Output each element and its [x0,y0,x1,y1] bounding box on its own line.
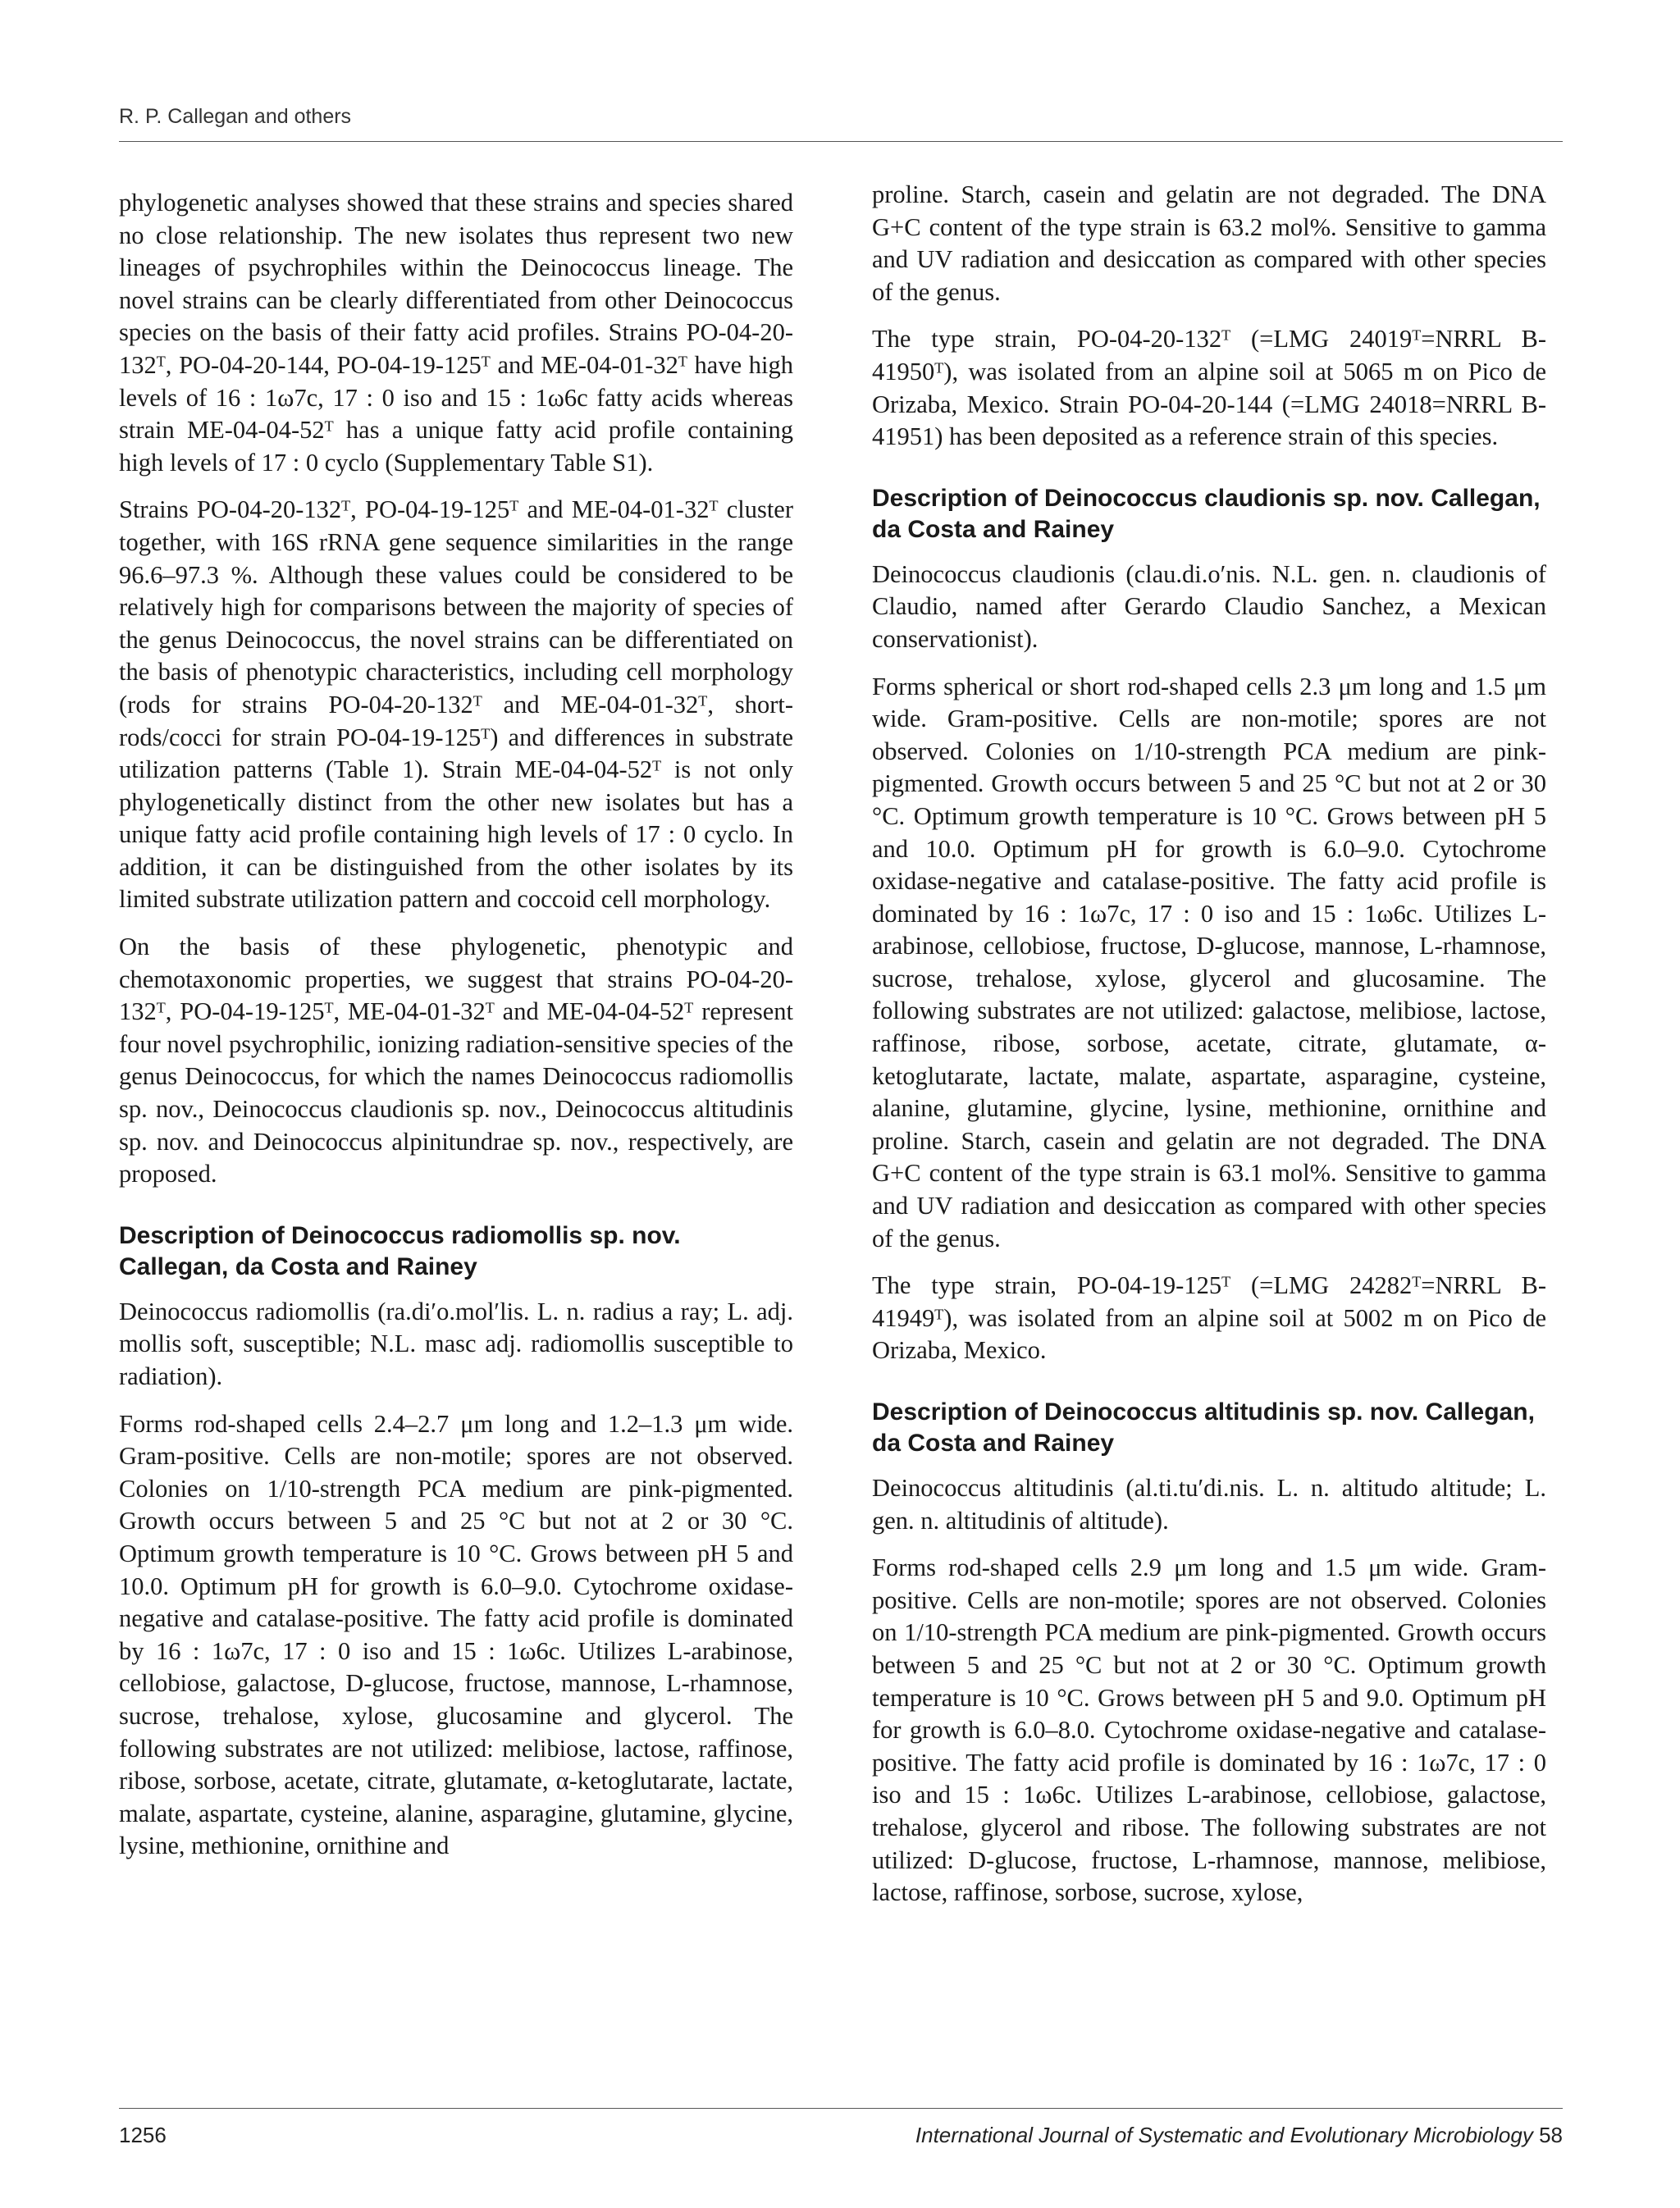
paragraph: On the basis of these phylogenetic, phenotypic and chemotaxonomic properties, we suggest that strains PO-04-20-132ᵀ, PO-04-19-125ᵀ, ME-04-01-32ᵀ and ME-04-04-52ᵀ represent four novel psychrophilic, ionizing radiation-sensitive species of the genus Deinococcus, for which the names Deinococcus radiomollis sp. nov., Deinococcus claudionis sp. nov., Deinococcus altitudinis sp. nov. and Deinococcus alpinitundrae sp. nov., respectively, are proposed. [119,933,793,1188]
footer-rule [119,2108,1563,2109]
section-heading: Description of Deinococcus radiomollis sp. nov. Callegan, da Costa and Rainey [119,1221,681,1280]
paragraph: Strains PO-04-20-132ᵀ, PO-04-19-125ᵀ and ME-04-01-32ᵀ cluster together, with 16S rRNA gene sequence similarities in the range 96.6–97.3 %. Although these values could be considered to be relatively high for comparisons between the majority of species of the genus Deinococcus, the novel strains can be differentiated on the basis of phenotypic characteristics, including cell morphology (rods for strains PO-04-20-132ᵀ and ME-04-01-32ᵀ, short-rods/cocci for strain PO-04-19-125ᵀ) and differences in substrate utilization patterns (Table 1). Strain ME-04-04-52ᵀ is not only phylogenetically distinct from the other new isolates but has a unique fatty acid profile containing high levels of 17 : 0 cyclo. In addition, it can be distinguished from the other isolates by its limited substrate utilization pattern and coccoid cell morphology. [119,495,793,914]
section-heading: Description of Deinococcus altitudinis sp. nov. Callegan, da Costa and Rainey [872,1398,1535,1457]
type-strain-paragraph: The type strain, PO-04-19-125ᵀ (=LMG 24282ᵀ=NRRL B-41949ᵀ), was isolated from an alpine soil at 5002 m on Pico de Orizaba, Mexico. [872,1271,1546,1365]
header-rule [119,141,1563,142]
journal-footer [915,2123,1563,2148]
left-column [119,187,793,1877]
right-column [872,179,1546,1924]
etymology-paragraph: Deinococcus radiomollis (ra.di′o.mol′lis. L. n. radius a ray; L. adj. mollis soft, susceptible; N.L. masc adj. radiomollis susceptible to radiation). [119,1297,793,1390]
paragraph: proline. Starch, casein and gelatin are not degraded. The DNA G+C content of the type strain is 63.2 mol%. Sensitive to gamma and UV radiation and desiccation as compared with other species of the genus. [872,180,1546,306]
running-head: R. P. Callegan and others [119,105,352,128]
description-paragraph: Forms spherical or short rod-shaped cells 2.3 μm long and 1.5 μm wide. Gram-positive. Cells are non-motile; spores are not observed. Colonies on 1/10-strength PCA medium are pink-pigmented. Growth occurs between 5 and 25 °C but not at 2 or 30 °C. Optimum growth temperature is 10 °C. Grows between pH 5 and 10.0. Optimum pH for growth is 6.0–9.0. Cytochrome oxidase-negative and catalase-positive. The fatty acid profile is dominated by 16 : 1ω7c, 17 : 0 iso and 15 : 1ω6c. Utilizes L-arabinose, cellobiose, fructose, D-glucose, mannose, L-rhamnose, sucrose, trehalose, xylose, glycerol and glucosamine. The following substrates are not utilized: galactose, melibiose, lactose, raffinose, ribose, sorbose, acetate, citrate, glutamate, α-ketoglutarate, lactate, malate, aspartate, asparagine, cysteine, alanine, glutamine, glycine, lysine, methionine, ornithine and proline. Starch, casein and gelatin are not degraded. The DNA G+C content of the type strain is 63.1 mol%. Sensitive to gamma and UV radiation and desiccation as compared with other species of the genus. [872,672,1546,1252]
etymology-paragraph: Deinococcus claudionis (clau.di.o′nis. N.L. gen. n. claudionis of Claudio, named after Gerardo Claudio Sanchez, a Mexican conservationist). [872,559,1546,653]
journal-volume: 58 [1539,2123,1563,2147]
page-number: 1256 [119,2123,167,2147]
etymology-paragraph: Deinococcus altitudinis (al.ti.tu′di.nis. L. n. altitudo altitude; L. gen. n. altitudinis of altitude). [872,1474,1546,1535]
paragraph: phylogenetic analyses showed that these strains and species shared no close relationship. The new isolates thus represent two new lineages of psychrophiles within the Deinococcus lineage. The novel strains can be clearly differentiated from other Deinococcus species on the basis of their fatty acid profiles. Strains PO-04-20-132ᵀ, PO-04-20-144, PO-04-19-125ᵀ and ME-04-01-32ᵀ have high levels of 16 : 1ω7c, 17 : 0 iso and 15 : 1ω6c fatty acids whereas strain ME-04-04-52ᵀ has a unique fatty acid profile containing high levels of 17 : 0 cyclo (Supplementary Table S1). [119,189,793,477]
type-strain-paragraph: The type strain, PO-04-20-132ᵀ (=LMG 24019ᵀ=NRRL B-41950ᵀ), was isolated from an alpine soil at 5065 m on Pico de Orizaba, Mexico. Strain PO-04-20-144 (=LMG 24018=NRRL B-41951) has been deposited as a reference strain of this species. [872,325,1546,451]
journal-title: International Journal of Systematic and Evolutionary Microbiology [915,2123,1533,2147]
section-heading: Description of Deinococcus claudionis sp. nov. Callegan, da Costa and Rainey [872,484,1541,543]
description-paragraph: Forms rod-shaped cells 2.9 μm long and 1.5 μm wide. Gram-positive. Cells are non-motile; spores are not observed. Colonies on 1/10-strength PCA medium are pink-pigmented. Growth occurs between 5 and 25 °C but not at 2 or 30 °C. Optimum growth temperature is 10 °C. Grows between pH 5 and 9.0. Optimum pH for growth is 6.0–8.0. Cytochrome oxidase-negative and catalase-positive. The fatty acid profile is dominated by 16 : 1ω7c, 17 : 0 iso and 15 : 1ω6c. Utilizes L-arabinose, cellobiose, galactose, trehalose, glycerol and ribose. The following substrates are not utilized: D-glucose, fructose, L-rhamnose, mannose, melibiose, lactose, raffinose, sorbose, sucrose, xylose, [872,1553,1546,1907]
description-paragraph: Forms rod-shaped cells 2.4–2.7 μm long and 1.2–1.3 μm wide. Gram-positive. Cells are non-motile; spores are not observed. Colonies on 1/10-strength PCA medium are pink-pigmented. Growth occurs between 5 and 25 °C but not at 2 or 30 °C. Optimum growth temperature is 10 °C. Grows between pH 5 and 10.0. Optimum pH for growth is 6.0–9.0. Cytochrome oxidase-negative and catalase-positive. The fatty acid profile is dominated by 16 : 1ω7c, 17 : 0 iso and 15 : 1ω6c. Utilizes L-arabinose, cellobiose, galactose, D-glucose, fructose, mannose, L-rhamnose, sucrose, trehalose, xylose, glucosamine and glycerol. The following substrates are not utilized: melibiose, lactose, raffinose, ribose, sorbose, acetate, citrate, glutamate, α-ketoglutarate, lactate, malate, aspartate, cysteine, alanine, asparagine, glutamine, glycine, lysine, methionine, ornithine and [119,1409,793,1860]
